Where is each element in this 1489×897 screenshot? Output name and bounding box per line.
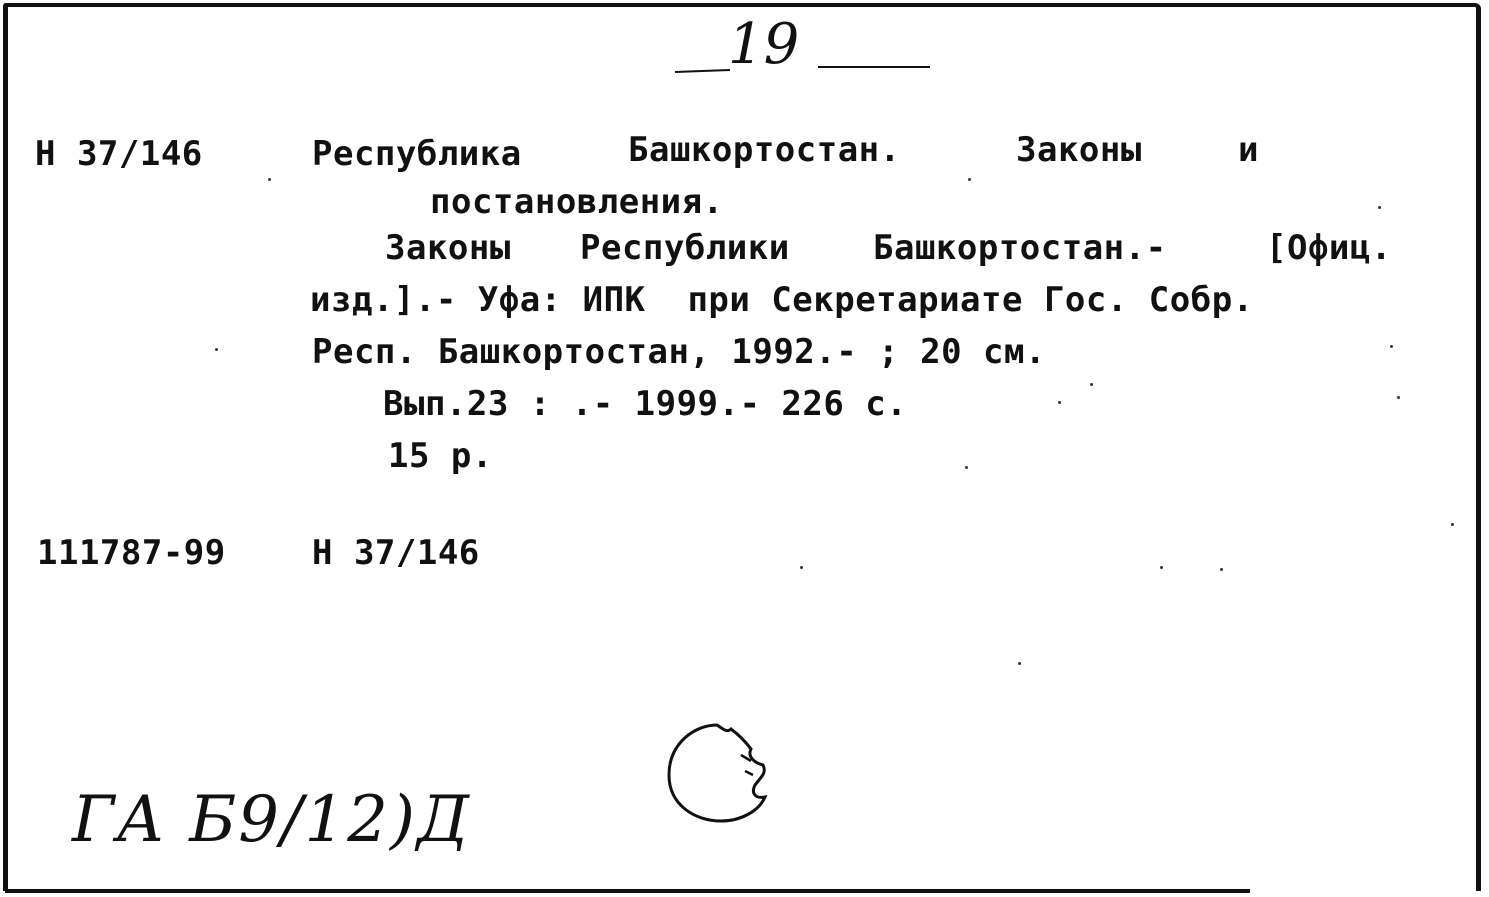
heading-word-4: и xyxy=(1238,130,1259,170)
punch-hole-mark xyxy=(655,715,780,830)
title-line-2: изд.].- Уфа: ИПК при Секретариате Гос. Собр. xyxy=(310,280,1254,320)
scan-speck xyxy=(1390,345,1393,348)
scan-speck xyxy=(1090,383,1093,386)
scan-speck xyxy=(1058,401,1061,404)
scan-speck xyxy=(1378,206,1381,209)
handwritten-call-number: ГА Б9/12)Д xyxy=(72,783,471,857)
title-line-3: Респ. Башкортостан, 1992.- ; 20 см. xyxy=(312,332,1046,372)
scan-speck xyxy=(1160,566,1163,569)
price-line: 15 р. xyxy=(388,436,493,476)
scan-speck xyxy=(800,566,803,569)
card-bottom-edge xyxy=(5,889,1250,893)
issue-line: Вып.23 : .- 1999.- 226 с. xyxy=(383,384,908,424)
title-word-4: [Офиц. xyxy=(1266,228,1392,268)
scan-speck xyxy=(968,178,971,181)
title-word-2: Республики xyxy=(580,228,790,268)
scan-speck xyxy=(1220,568,1223,571)
scan-speck xyxy=(1018,662,1021,665)
scan-speck xyxy=(1397,396,1400,399)
heading-word-3: Законы xyxy=(1016,130,1142,170)
title-word-1: Законы xyxy=(385,228,511,268)
accession-shelf-mark: Н 37/146 xyxy=(312,533,480,573)
page-number: 19 xyxy=(728,12,800,77)
shelf-mark: Н 37/146 xyxy=(35,134,203,174)
scan-speck xyxy=(965,466,968,469)
heading-line-2: постановления. xyxy=(430,182,724,222)
scan-speck xyxy=(268,178,271,181)
title-word-3: Башкортостан.- xyxy=(873,228,1167,268)
accession-number: 111787-99 xyxy=(37,533,226,573)
heading-word-1: Республика xyxy=(312,134,522,174)
page-number-dash-right xyxy=(818,66,930,68)
scan-speck xyxy=(1451,523,1454,526)
scan-speck xyxy=(215,348,218,351)
heading-word-2: Башкортостан. xyxy=(628,130,901,170)
